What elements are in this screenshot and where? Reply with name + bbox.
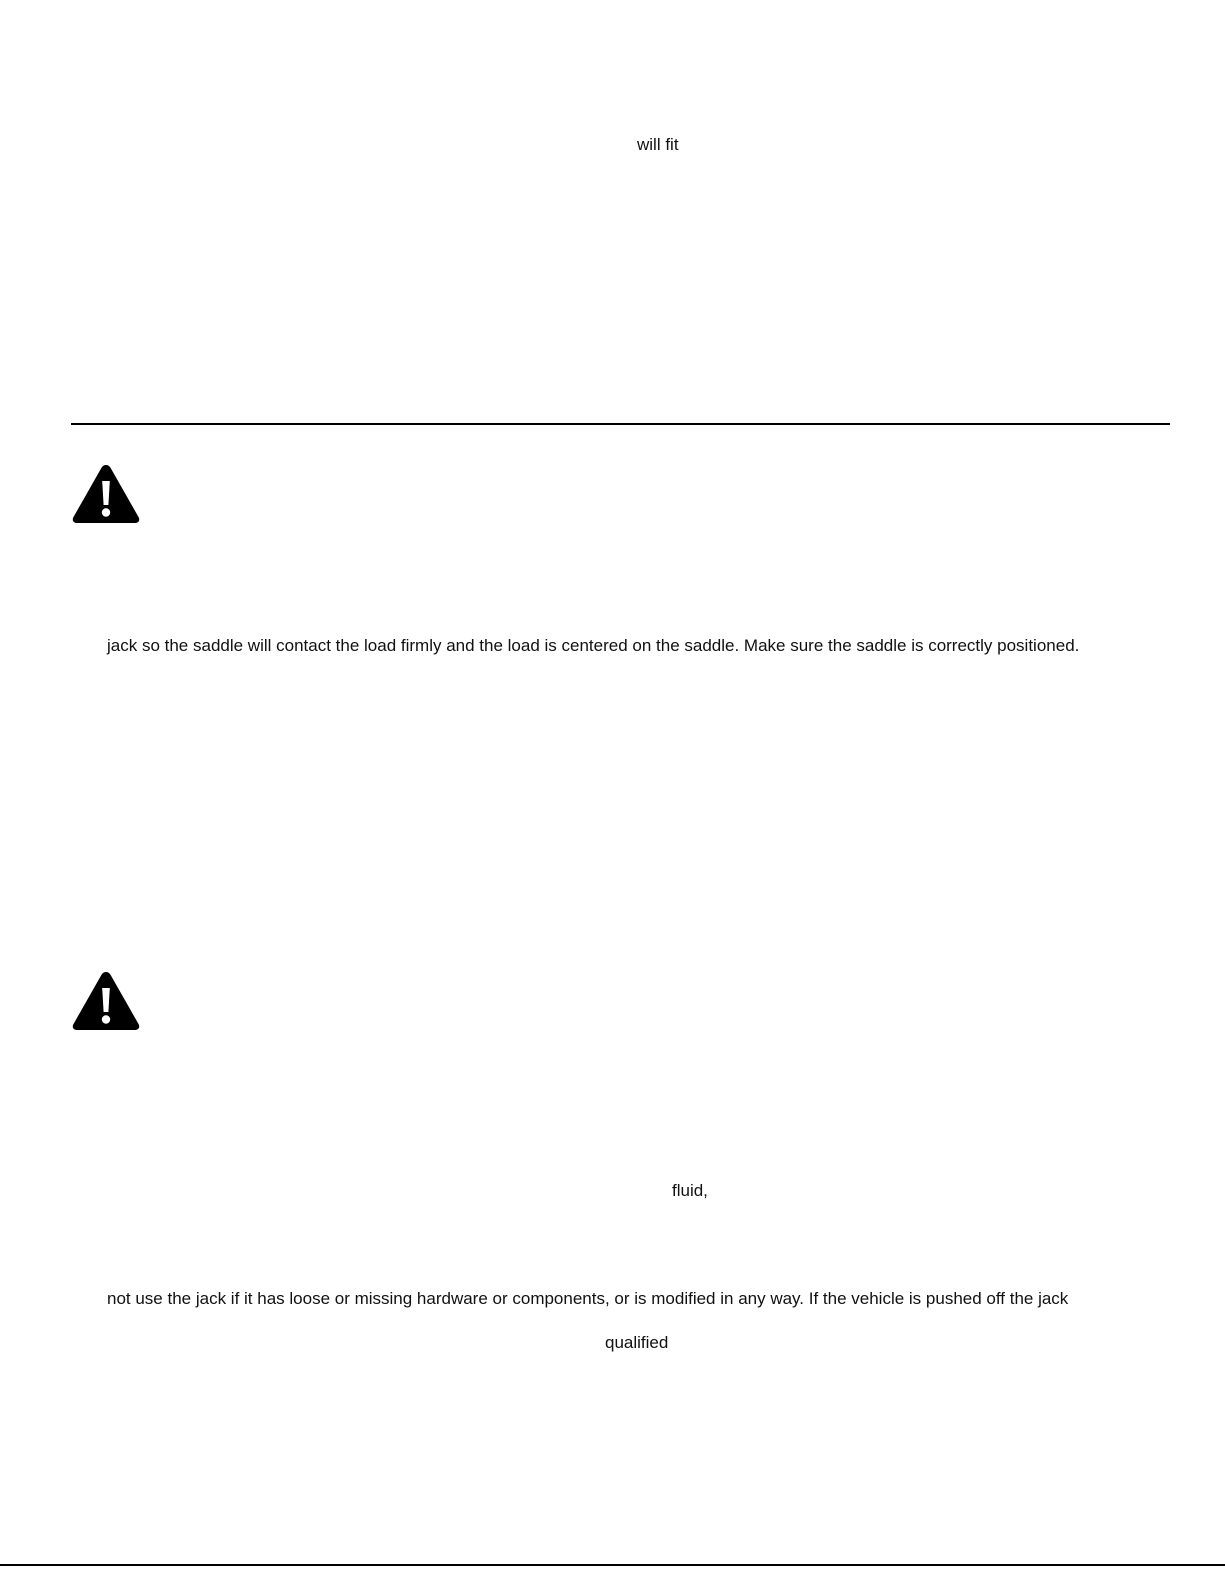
warning-triangle-icon: [71, 463, 141, 525]
qualified-fragment-text: qualified: [605, 1333, 669, 1352]
fluid-fragment-text: fluid,: [672, 1181, 708, 1200]
top-fragment-text: will fit: [637, 135, 679, 154]
section-divider: [71, 423, 1170, 425]
saddle-instruction-text: jack so the saddle will contact the load firmly and the load is centered on the saddle. Make sure the saddle is correctly positioned.: [107, 636, 1080, 655]
hardware-warning-text: not use the jack if it has loose or missing hardware or components, or is modified in any way. If the vehicle is pushed off the jack: [107, 1289, 1069, 1308]
page-bottom-border: [0, 1564, 1225, 1566]
warning-triangle-icon: [71, 970, 141, 1032]
